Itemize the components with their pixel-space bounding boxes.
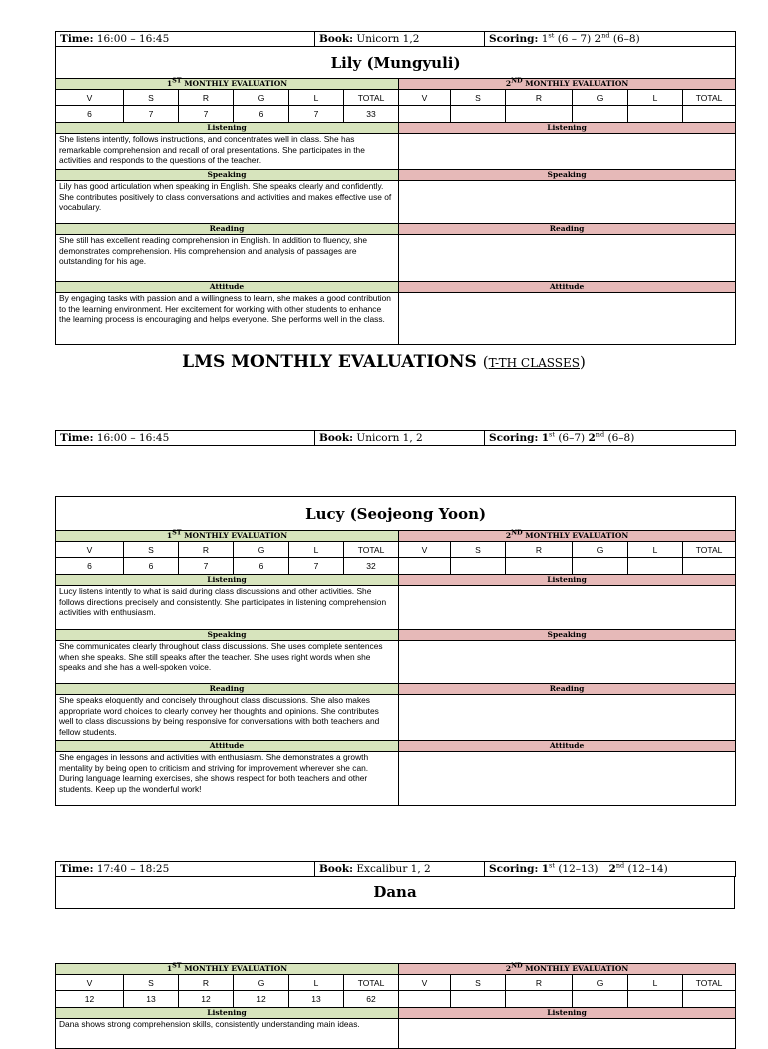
student-evaluation-card-3 <box>55 963 736 1049</box>
scoring-cell: Scoring: 1st (6 – 7) 2nd (6–8) <box>485 32 736 47</box>
class-info-bar <box>55 31 736 47</box>
class-info-bar-2 <box>55 430 736 446</box>
reading-comment: She still has excellent reading comprehension in English. In addition to fluency, she demonstrates comprehension. His comprehension and analysis of passages are outstanding for his age. <box>56 235 399 282</box>
page-title: LMS MONTHLY EVALUATIONS (T-TH CLASSES) <box>182 352 586 372</box>
listening-comment: Dana shows strong comprehension skills, consistently understanding main ideas. <box>56 1019 399 1049</box>
attitude-comment-2 <box>399 752 736 806</box>
time-cell: Time: 16:00 – 16:45 <box>56 431 315 446</box>
score-header-row: V S R G L TOTAL V S R G L TOTAL <box>56 90 736 106</box>
second-evaluation-header: 2ND MONTHLY EVALUATION <box>399 964 736 975</box>
reading-comment-2 <box>399 235 736 282</box>
second-evaluation-header: 2ND MONTHLY EVALUATION <box>399 531 736 542</box>
second-evaluation-header: 2ND MONTHLY EVALUATION <box>399 79 736 90</box>
listening-comment: She listens intently, follows instructions, and concentrates well in class. She has remarkable comprehension and recall of oral presentations. She participates in the activities and responds to the questions of the teacher. <box>56 134 399 170</box>
listening-comment-2 <box>399 586 736 630</box>
reading-comment: She speaks eloquently and concisely throughout class discussions. She also makes appropriate word choices to clearly convey her thoughts and opinions. She contributes well to class discussions by being responsive for conversations with both teachers and fellow students. <box>56 695 399 741</box>
attitude-header-2: Attitude <box>399 741 736 752</box>
reading-header-2: Reading <box>399 684 736 695</box>
speaking-header: Speaking <box>56 630 399 641</box>
speaking-comment: She communicates clearly throughout class discussions. She uses complete sentences when she speaks. She still speaks after the teacher. She uses right words when she speaks and she has a well-spoken voice. <box>56 641 399 684</box>
score-values-row: 6 6 7 6 7 32 <box>56 558 736 575</box>
listening-header-2: Listening <box>399 575 736 586</box>
listening-comment: Lucy listens intently to what is said during class discussions and other activities. She follows directions precisely and consistently. She participates in listening comprehension activities with enthusiasm. <box>56 586 399 630</box>
attitude-header-2: Attitude <box>399 282 736 293</box>
reading-header-2: Reading <box>399 224 736 235</box>
listening-header-2: Listening <box>399 123 736 134</box>
student-evaluation-card <box>55 46 736 345</box>
student-name: Lily (Mungyuli) <box>56 47 736 79</box>
book-cell: Book: Unicorn 1,2 <box>315 32 485 47</box>
student-name: Dana <box>55 876 735 909</box>
reading-comment-2 <box>399 695 736 741</box>
attitude-comment: She engages in lessons and activities with enthusiasm. She demonstrates a growth mentality by being open to criticism and striving for improvement wherever she can. During language learning exercises, she shows respect for both teachers and other students. Keep up the wonderful work! <box>56 752 399 806</box>
speaking-header-2: Speaking <box>399 630 736 641</box>
reading-header: Reading <box>56 684 399 695</box>
scoring-cell: Scoring: 1st (12–13) 2nd (12–14) <box>485 862 736 877</box>
listening-header: Listening <box>56 575 399 586</box>
speaking-comment: Lily has good articulation when speaking in English. She speaks clearly and confidently. She contributes positively to class conversations and activities and makes effective use of vocabulary. <box>56 181 399 224</box>
listening-header: Listening <box>56 123 399 134</box>
first-evaluation-header: 1ST MONTHLY EVALUATION <box>56 531 399 542</box>
attitude-comment: By engaging tasks with passion and a willingness to learn, she makes a good contribution to the learning environment. Her excitement for working with other students to enhance the learning process is encouraging and helps everyone. She performs well in the class. <box>56 293 399 345</box>
listening-header-2: Listening <box>399 1008 736 1019</box>
time-cell: Time: 16:00 – 16:45 <box>56 32 315 47</box>
score-values-row: 6 7 7 6 7 33 <box>56 106 736 123</box>
book-cell: Book: Excalibur 1, 2 <box>315 862 485 877</box>
listening-comment-2 <box>399 134 736 170</box>
speaking-header-2: Speaking <box>399 170 736 181</box>
listening-comment-2 <box>399 1019 736 1049</box>
score-header-row: V S R G L TOTAL V S R G L TOTAL <box>56 542 736 558</box>
scoring-cell: Scoring: 1st (6–7) 2nd (6–8) <box>485 431 736 446</box>
book-cell: Book: Unicorn 1, 2 <box>315 431 485 446</box>
first-evaluation-header: 1ST MONTHLY EVALUATION <box>56 964 399 975</box>
attitude-header: Attitude <box>56 282 399 293</box>
reading-header: Reading <box>56 224 399 235</box>
score-values-row: 12 13 12 12 13 62 <box>56 991 736 1008</box>
student-name: Lucy (Seojeong Yoon) <box>56 497 736 531</box>
speaking-comment-2 <box>399 641 736 684</box>
attitude-comment-2 <box>399 293 736 345</box>
student-evaluation-card-2 <box>55 496 736 806</box>
listening-header: Listening <box>56 1008 399 1019</box>
score-header-row: V S R G L TOTAL V S R G L TOTAL <box>56 975 736 991</box>
speaking-comment-2 <box>399 181 736 224</box>
attitude-header: Attitude <box>56 741 399 752</box>
first-evaluation-header: 1ST MONTHLY EVALUATION <box>56 79 399 90</box>
speaking-header: Speaking <box>56 170 399 181</box>
time-cell: Time: 17:40 – 18:25 <box>56 862 315 877</box>
class-info-bar-3 <box>55 861 736 877</box>
